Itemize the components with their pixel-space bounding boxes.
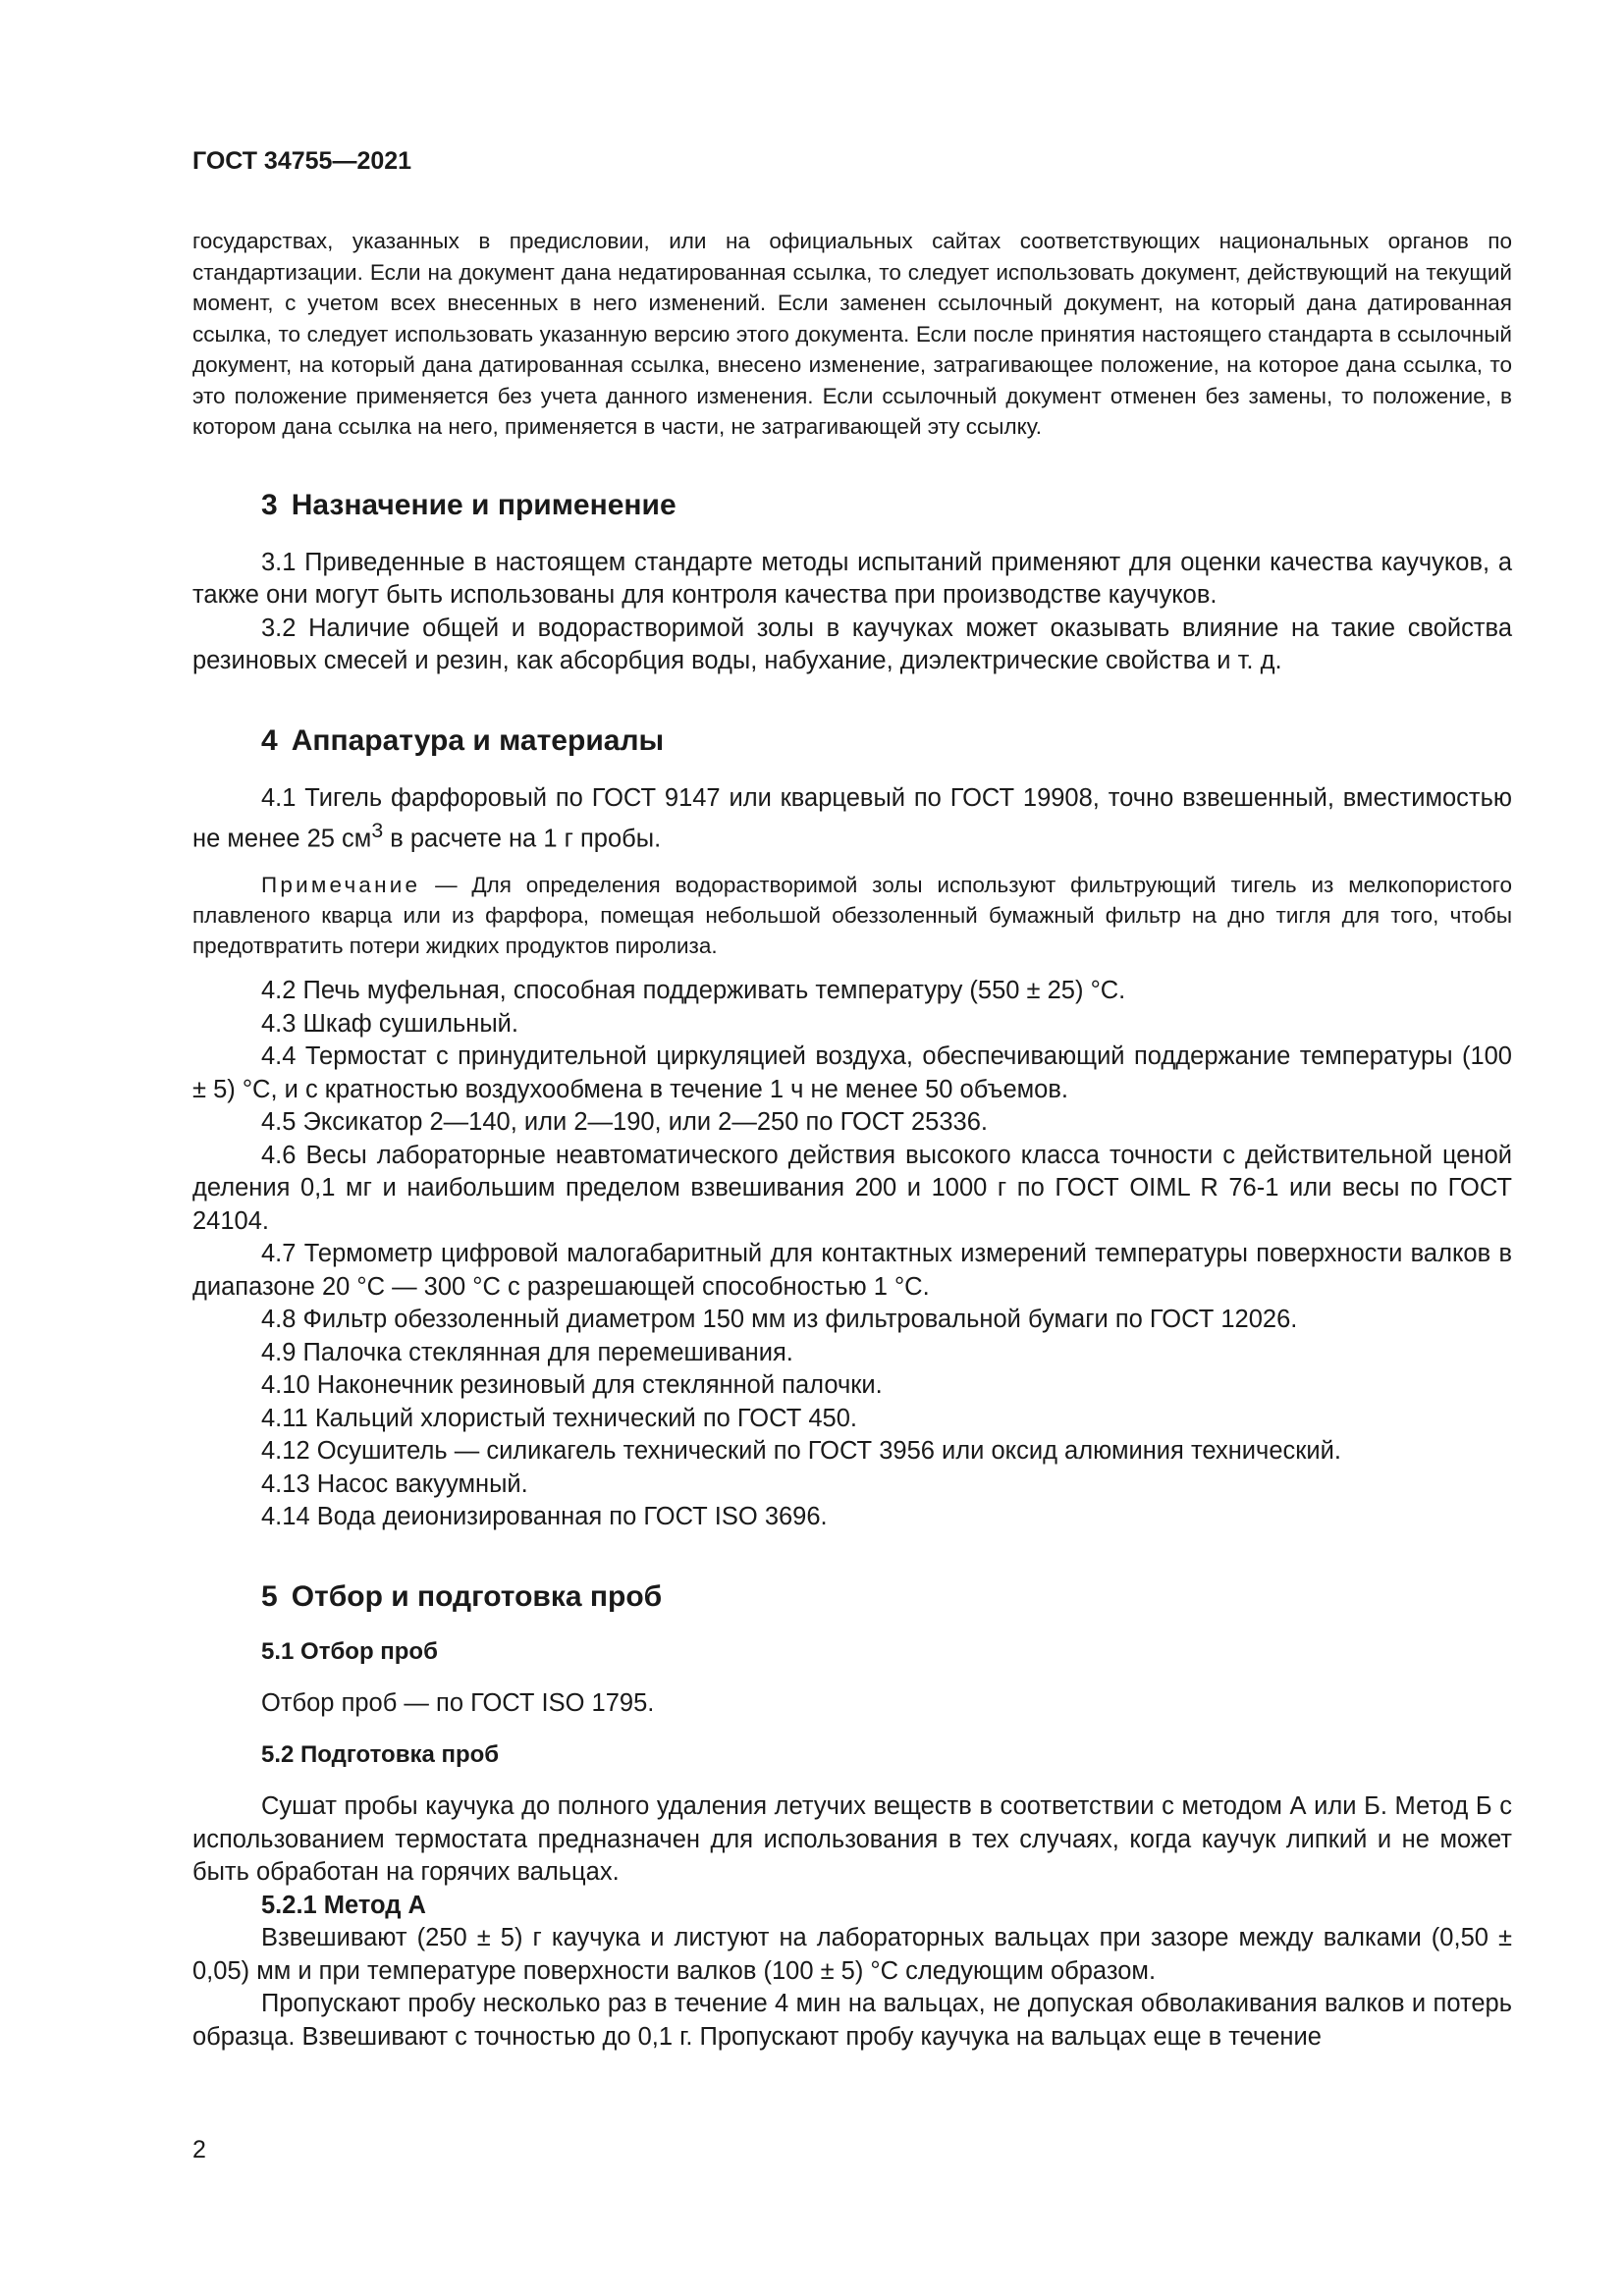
paragraph-4-9: 4.9 Палочка стеклянная для перемешивания. [261,1338,793,1366]
section-3-title: Назначение и применение [291,488,677,521]
document-body [192,226,1512,2054]
cubic-superscript: 3 [371,819,384,842]
page-number: 2 [192,2136,206,2163]
intro-paragraph: государствах, указанных в предисловии, или на официальных сайтах соответствующих национальных органов по стандартизации. Если на документ дана недатированная ссылка, то следует использовать документ, действующий на текущий момент, с учетом всех внесенных в него изменений. Если заменен ссылочный документ, на который дана датированная ссылка, то следует использовать указанную версию этого документа. Если после принятия настоящего стандарта в ссылочный документ, на который дана датированная ссылка, внесено изменение, затрагивающее положение, на которое дана ссылка, то это положение применяется без учета данного изменения. Если ссылочный документ отменен без замены, то положение, в котором дана ссылка на него, применяется в части, не затрагивающей эту ссылку. [192,229,1512,439]
note-paragraph [192,870,1512,961]
paragraph-3-1: 3.1 Приведенные в настоящем стандарте методы испытаний применяют для оценки качества каучуков, а также они могут быть использованы для контроля качества при производстве каучуков. [192,548,1512,609]
section-4-number: 4 [261,723,278,757]
section-3-number: 3 [261,488,278,521]
paragraph-4-1-text: 4.1 Тигель фарфоровый по ГОСТ 9147 или кварцевый по ГОСТ 19908, точно взвешенный, вместимостью не менее 25 см [192,783,1512,853]
paragraph-5-2-1-a: Взвешивают (250 ± 5) г каучука и листуют на лабораторных вальцах при зазоре между валками (0,50 ± 0,05) мм и при температуре поверхности валков (100 ± 5) °С следующим образом. [192,1924,1512,1985]
section-4-heading [192,721,1512,761]
section-5-heading [192,1577,1512,1617]
note-label: Примечание [261,873,421,897]
paragraph-4-1 [192,782,1512,857]
paragraph-4-12: 4.12 Осушитель — силикагель технический по ГОСТ 3956 или оксид алюминия технический. [261,1437,1341,1465]
paragraph-3-2: 3.2 Наличие общей и водорастворимой золы в каучуках может оказывать влияние на такие свойства резиновых смесей и резин, как абсорбция воды, набухание, диэлектрические свойства и т. д. [192,614,1512,674]
subsection-5-1-heading: 5.1 Отбор проб [261,1637,438,1665]
paragraph-4-13: 4.13 Насос вакуумный. [261,1469,528,1498]
paragraph-5-2: Сушат пробы каучука до полного удаления летучих веществ в соответствии с методом А или Б. Метод Б с использованием термостата предназначен для использования в тех случаях, когда каучук липкий и не может быть обработан на горячих вальцах. [192,1792,1512,1886]
standard-header: ГОСТ 34755—2021 [192,147,412,175]
paragraph-4-10: 4.10 Наконечник резиновый для стеклянной палочки. [261,1371,883,1399]
section-5-number: 5 [261,1579,278,1613]
paragraph-4-8: 4.8 Фильтр обеззоленный диаметром 150 мм из фильтровальной бумаги по ГОСТ 12026. [261,1306,1298,1333]
paragraph-4-1-tail: в расчете на 1 г пробы. [383,825,662,853]
paragraph-4-5: 4.5 Эксикатор 2—140, или 2—190, или 2—250 по ГОСТ 25336. [261,1108,988,1136]
section-4-title: Аппаратура и материалы [291,723,665,757]
paragraph-4-14: 4.14 Вода деионизированная по ГОСТ ISO 3696. [261,1503,828,1530]
section-5-title: Отбор и подготовка проб [291,1579,663,1613]
section-3-heading [192,486,1512,525]
paragraph-4-4: 4.4 Термостат с принудительной циркуляцией воздуха, обеспечивающий поддержание температуры (100 ± 5) °С, и с кратностью воздухообмена в течение 1 ч не менее 50 объемов. [192,1042,1512,1103]
paragraph-4-11: 4.11 Кальций хлористый технический по ГОСТ 450. [261,1404,857,1432]
subsection-5-2-heading: 5.2 Подготовка проб [261,1741,500,1768]
paragraph-4-3: 4.3 Шкаф сушильный. [261,1009,518,1038]
subsection-5-2-1-heading: 5.2.1 Метод А [261,1891,426,1919]
paragraph-4-6: 4.6 Весы лабораторные неавтоматического действия высокого класса точности с действительной ценой деления 0,1 мг и наибольшим пределом взвешивания 200 и 1000 г по ГОСТ OIML R 76-1 или весы по ГОСТ 24104. [192,1141,1512,1235]
paragraph-4-7: 4.7 Термометр цифровой малогабаритный для контактных измерений температуры поверхности валков в диапазоне 20 °С — 300 °С с разрешающей способностью 1 °С. [192,1240,1512,1301]
paragraph-4-2: 4.2 Печь муфельная, способная поддерживать температуру (550 ± 25) °С. [261,977,1126,1004]
paragraph-5-2-1-b: Пропускают пробу несколько раз в течение 4 мин на вальцах, не допуская обволакивания валков и потерь образца. Взвешивают с точностью до 0,1 г. Пропускают пробу каучука на вальцах еще в течение [192,1990,1512,2051]
note-text: — Для определения водорастворимой золы используют фильтрующий тигель из мелкопористого плавленого кварца или из фарфора, помещая небольшой обеззоленный бумажный фильтр на дно тигля для того, чтобы предотвратить потери жидких продуктов пиролиза. [192,873,1512,958]
paragraph-5-1: Отбор проб — по ГОСТ ISO 1795. [261,1688,655,1717]
